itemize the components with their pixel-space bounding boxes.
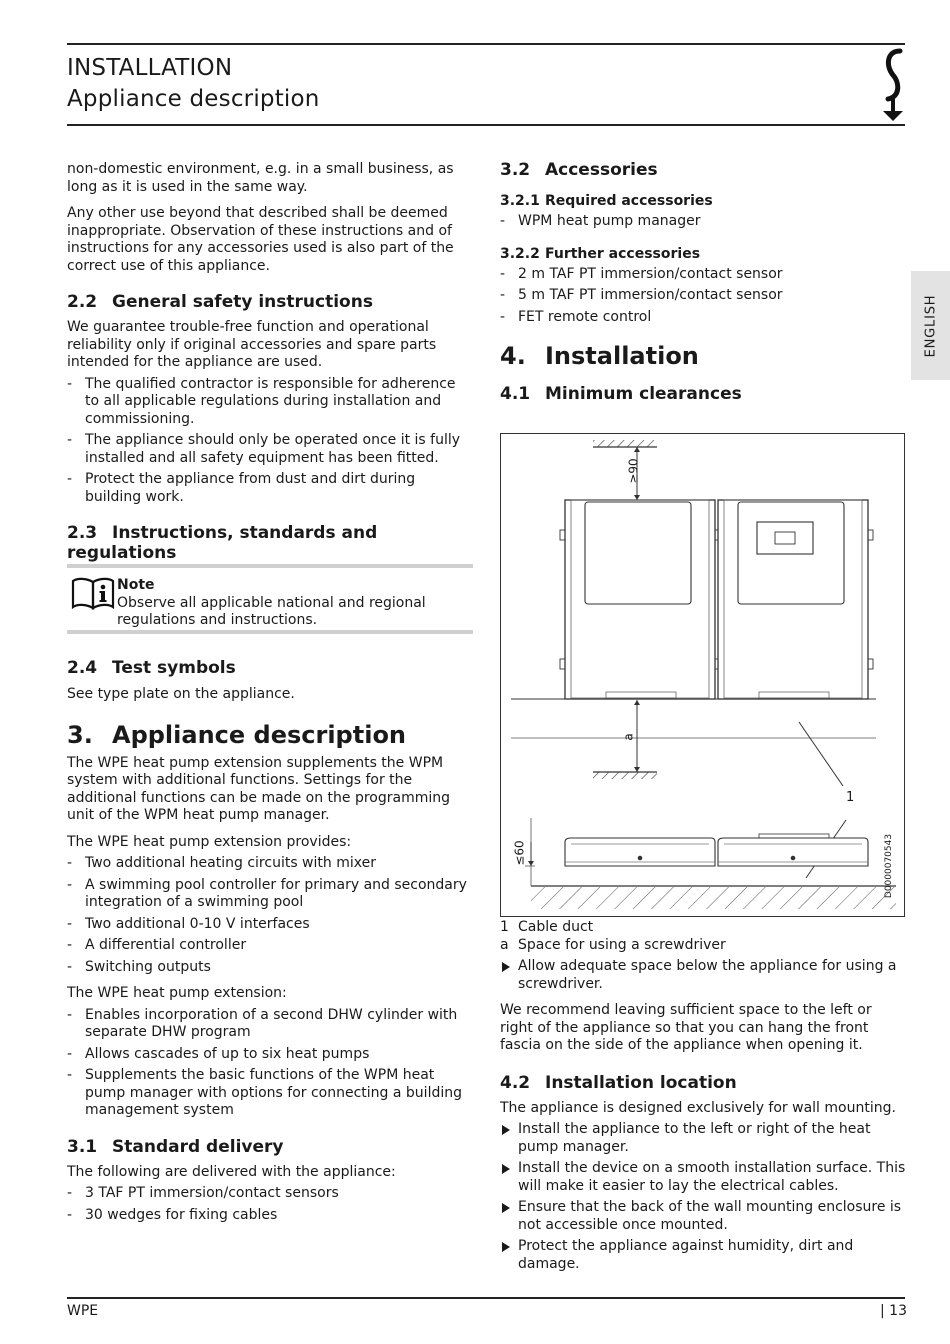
chapter-title: Installation — [545, 342, 699, 370]
clearance-a-label: a — [621, 733, 636, 741]
section-2-2-paragraph: We guarantee trouble-free function and operational reliability only if original accessories and spare parts intended for the appliance are used. — [67, 319, 437, 370]
page-title: INSTALLATION — [67, 55, 233, 81]
action-text: Install the appliance to the left or right of the heat pump manager. — [518, 1121, 871, 1155]
chapter-3-paragraph-3: The WPE heat pump extension: — [67, 985, 287, 1001]
legend-item — [500, 937, 906, 955]
section-title: Installation location — [545, 1072, 737, 1093]
section-4-1-paragraph: We recommend leaving sufficient space to the left or right of the appliance so that you can hang the front fascia on the side of the appliance when opening it. — [500, 1002, 872, 1053]
figure-legend — [500, 919, 906, 954]
left-column — [67, 161, 473, 563]
section-number: 4.2 — [500, 1072, 531, 1093]
right-column — [500, 160, 906, 404]
action-item — [500, 958, 906, 993]
extension-list — [67, 1007, 473, 1120]
chapter-3-heading — [67, 721, 473, 749]
list-item: - 2 m TAF PT immersion/contact sensor — [500, 266, 906, 284]
page-subtitle: Appliance description — [67, 86, 320, 112]
action-item — [500, 1199, 906, 1234]
section-number: 3.1 — [67, 1136, 98, 1157]
action-text: Protect the appliance against humidity, dirt and damage. — [518, 1238, 854, 1272]
section-number: 4.1 — [500, 384, 531, 404]
section-4-1-heading — [500, 384, 906, 404]
cable-duct-callout: 1 — [846, 790, 855, 805]
list-item: - The appliance should only be operated once it is fully installed and all safety equipment has been fitted. — [67, 432, 473, 467]
chapter-4-heading — [500, 342, 906, 370]
list-item: - 30 wedges for fixing cables — [67, 1207, 473, 1225]
clearance-figure — [500, 433, 905, 917]
language-tab — [911, 271, 950, 380]
section-number: 2.2 — [67, 292, 98, 312]
action-item — [500, 1238, 906, 1273]
list-item: - Two additional heating circuits with mixer — [67, 855, 473, 873]
section-4-2-heading — [500, 1073, 906, 1093]
note-box — [67, 564, 473, 634]
section-title: Standard delivery — [112, 1136, 284, 1157]
section-3-1-heading — [67, 1137, 473, 1157]
action-text: Allow adequate space below the appliance for using a screwdriver. — [518, 958, 897, 992]
list-item: - Supplements the basic functions of the WPM heat pump manager with options for connecting a building management system — [67, 1067, 473, 1120]
section-4-2-paragraph: The appliance is designed exclusively for wall mounting. — [500, 1099, 896, 1116]
section-number: 3.2.2 — [500, 245, 540, 262]
section-2-4-paragraph: See type plate on the appliance. — [67, 686, 295, 702]
section-number: 3.2 — [500, 160, 531, 180]
safety-list — [67, 376, 473, 507]
section-title: General safety instructions — [112, 292, 373, 312]
brand-logo-icon — [878, 47, 908, 123]
list-item: - 3 TAF PT immersion/contact sensors — [67, 1185, 473, 1203]
footer-product: WPE — [67, 1303, 99, 1319]
list-item: - A differential controller — [67, 937, 473, 955]
section-2-2-heading — [67, 292, 473, 312]
action-list — [500, 958, 906, 993]
action-text: Install the device on a smooth installation surface. This will make it easier to lay the electrical cables. — [518, 1160, 906, 1194]
clearance-top-label: ≥90 — [626, 458, 641, 484]
action-item — [500, 1121, 906, 1156]
list-item: - 5 m TAF PT immersion/contact sensor — [500, 287, 906, 305]
section-3-1-paragraph: The following are delivered with the appliance: — [67, 1163, 396, 1180]
action-arrow-icon — [502, 1242, 510, 1252]
section-3-2-2-heading — [500, 246, 906, 262]
required-accessories-list — [500, 213, 906, 231]
language-tab-label: ENGLISH — [923, 294, 938, 357]
section-title: Test symbols — [112, 658, 236, 678]
right-column-lower — [500, 919, 906, 1273]
clearance-bottom-label: ≤60 — [512, 840, 527, 866]
list-item: - WPM heat pump manager — [500, 213, 906, 231]
action-arrow-icon — [502, 1125, 510, 1135]
legend-text: Cable duct — [518, 919, 594, 935]
action-arrow-icon — [502, 1164, 510, 1174]
section-2-3-heading — [67, 523, 473, 563]
note-bottom-bar — [67, 630, 473, 634]
list-item: - Enables incorporation of a second DHW cylinder with separate DHW program — [67, 1007, 473, 1042]
section-number: 2.4 — [67, 658, 98, 678]
chapter-number: 3. — [67, 720, 93, 749]
note-text: Observe all applicable national and regional regulations and instructions. — [117, 594, 426, 628]
list-item: - Two additional 0-10 V interfaces — [67, 916, 473, 934]
note-label: Note — [117, 577, 155, 593]
page-number: | 13 — [880, 1303, 907, 1319]
list-item: - The qualified contractor is responsible for adherence to all applicable regulations during installation and commissioning. — [67, 376, 473, 429]
delivery-list — [67, 1185, 473, 1224]
section-2-4-heading — [67, 658, 473, 678]
chapter-title: Appliance description — [112, 720, 407, 749]
action-item — [500, 1160, 906, 1195]
list-item: - Switching outputs — [67, 959, 473, 977]
figure-code: D0000070543 — [884, 833, 895, 899]
left-column-lower — [67, 658, 473, 1224]
chapter-3-paragraph-2: The WPE heat pump extension provides: — [67, 833, 352, 850]
info-book-icon — [71, 576, 115, 610]
legend-key: a — [500, 936, 509, 953]
intro-paragraph-2: Any other use beyond that described shall be deemed inappropriate. Observation of these instructions and of instructions for any accessories used is also part of the correct use of this appliance. — [67, 205, 454, 274]
section-title: Accessories — [545, 160, 658, 180]
clearance-diagram — [501, 434, 904, 916]
list-item: - Protect the appliance from dust and dirt during building work. — [67, 471, 473, 506]
section-title: Minimum clearances — [545, 384, 742, 404]
header-top-rule — [67, 43, 905, 45]
list-item: - FET remote control — [500, 309, 906, 327]
chapter-3-paragraph-1: The WPE heat pump extension supplements the WPM system with additional functions. Settings for the additional functions can be made on the programming unit of the WPM heat pump manager. — [67, 754, 450, 823]
section-title: Further accessories — [545, 245, 701, 262]
list-item: - Allows cascades of up to six heat pumps — [67, 1046, 473, 1064]
intro-paragraph-1: non-domestic environment, e.g. in a small business, as long as it is used in the same way. — [67, 161, 454, 195]
footer-rule — [67, 1297, 905, 1299]
section-3-2-heading — [500, 160, 906, 180]
action-text: Ensure that the back of the wall mounting enclosure is not accessible once mounted. — [518, 1199, 902, 1233]
list-item: - A swimming pool controller for primary and secondary integration of a swimming pool — [67, 877, 473, 912]
action-arrow-icon — [502, 1203, 510, 1213]
location-action-list — [500, 1121, 906, 1273]
provides-list — [67, 855, 473, 976]
section-number: 2.3 — [67, 523, 98, 543]
header-bottom-rule — [67, 124, 905, 126]
legend-key: 1 — [500, 919, 509, 935]
section-title: Required accessories — [545, 193, 713, 209]
section-number: 3.2.1 — [500, 193, 540, 209]
legend-text: Space for using a screwdriver — [518, 936, 726, 953]
action-arrow-icon — [502, 962, 510, 972]
chapter-number: 4. — [500, 342, 526, 370]
section-3-2-1-heading — [500, 193, 906, 209]
further-accessories-list — [500, 266, 906, 327]
legend-item — [500, 919, 906, 937]
section-title: Instructions, standards and regulations — [67, 523, 378, 563]
